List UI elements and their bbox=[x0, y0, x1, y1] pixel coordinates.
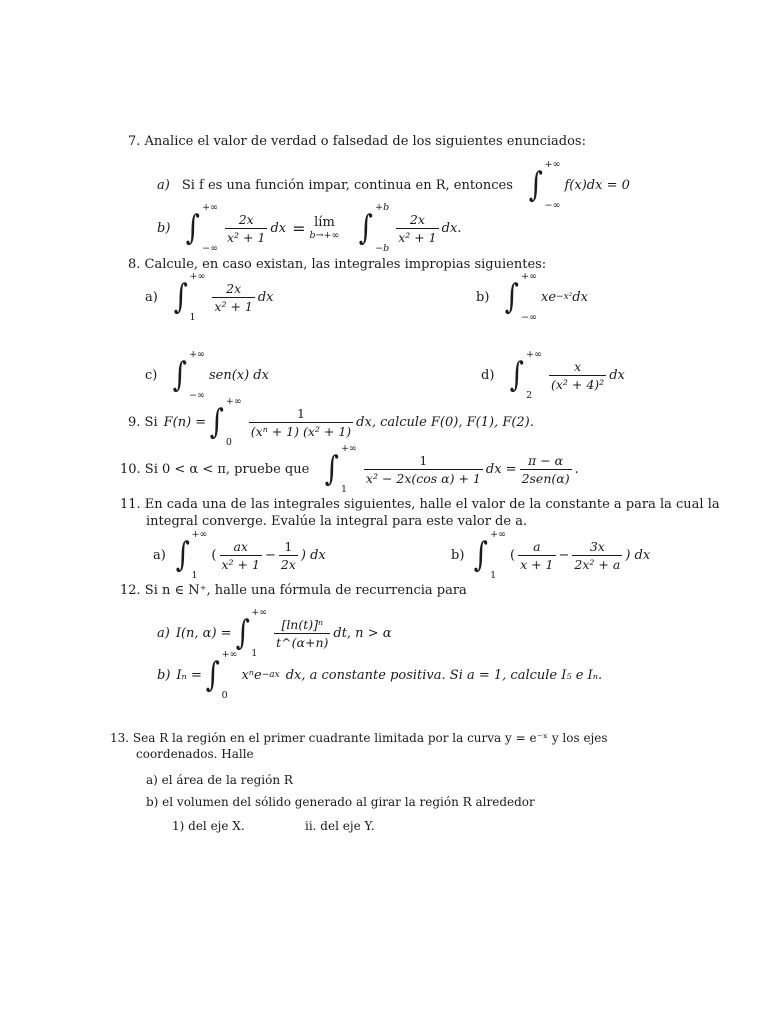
p12-heading: 12. Si n ∈ N⁺, halle una fórmula de recurrencia para bbox=[120, 583, 467, 598]
p12b-lhs: Iₙ = bbox=[176, 667, 202, 683]
fraction: $\frac{a}{x + 1}$ bbox=[520, 538, 554, 572]
integral-limits: +b −b bbox=[375, 202, 390, 254]
p7-heading: 7. Analice el valor de verdad o falsedad de los siguientes enunciados: bbox=[128, 134, 586, 149]
integral-sign: ∫ bbox=[474, 535, 489, 575]
paren-close: ) dx bbox=[300, 547, 326, 563]
p13b: b) el volumen del sólido generado al girar la región R alrededor bbox=[146, 795, 535, 809]
p13-c1: 1) del eje X. bbox=[172, 819, 245, 833]
fraction: $\frac{\text{[ln(t)]ⁿ}}{t\^{}(\alpha+n)}$ bbox=[276, 616, 329, 650]
p9-suffix: dx, calcule F(0), F(1), F(2). bbox=[356, 414, 534, 430]
p7a-label: a) bbox=[157, 177, 170, 193]
p13a: a) el área de la región R bbox=[146, 773, 293, 787]
p10-end: . bbox=[574, 461, 579, 477]
p8c-row bbox=[145, 350, 269, 400]
p12b-label: b) bbox=[157, 667, 171, 683]
minus: − bbox=[264, 547, 276, 563]
integral-sign: ∫ bbox=[528, 165, 543, 205]
integral-limits: +∞ −∞ bbox=[202, 202, 218, 254]
integral-limits: +∞ 0 bbox=[221, 649, 238, 701]
fraction: $\frac{2x}{\text{x² + 1}}$ bbox=[214, 280, 253, 314]
p12b-tail: dx, a constante positiva. Si a = 1, calcule I₅ e Iₙ. bbox=[285, 667, 603, 683]
p8c-integrand: sen(x) dx bbox=[208, 367, 269, 383]
dx: dx. bbox=[441, 220, 462, 236]
p10-mid: dx = bbox=[485, 461, 517, 477]
p11a-label: a) bbox=[153, 547, 166, 563]
p12b-row bbox=[157, 650, 602, 700]
integral-limits: +∞ −∞ bbox=[521, 271, 537, 323]
p8b-label: b) bbox=[476, 289, 490, 305]
integral-sign: ∫ bbox=[209, 402, 225, 442]
p8b-exponent: −x² bbox=[556, 292, 573, 302]
integral-sign: ∫ bbox=[173, 355, 188, 395]
p13-line1: 13. Sea R la región en el primer cuadrante limitada por la curva y = e⁻ˣ y los ejes bbox=[110, 731, 608, 745]
integral-sign: ∫ bbox=[359, 208, 374, 248]
paren-open: ( bbox=[510, 547, 516, 563]
limit: lím b→+∞ bbox=[309, 215, 340, 241]
p8a-label: a) bbox=[145, 289, 158, 305]
minus: − bbox=[558, 547, 570, 563]
integral-sign: ∫ bbox=[510, 355, 525, 395]
p11b-row bbox=[451, 530, 650, 580]
p7a-tail: f(x)dx = 0 bbox=[564, 177, 630, 193]
p8d-label: d) bbox=[481, 367, 495, 383]
p7b-label: b) bbox=[157, 220, 171, 236]
integral-limits: +∞ 1 bbox=[251, 607, 268, 659]
integral-sign: ∫ bbox=[235, 613, 250, 653]
dx: dx bbox=[609, 367, 625, 383]
p12a-tail: dt, n > α bbox=[333, 625, 392, 641]
p10-row bbox=[120, 444, 579, 494]
dx: dx bbox=[572, 289, 588, 305]
p8d-row bbox=[481, 350, 625, 400]
p12b-exponent: −ax bbox=[261, 670, 280, 680]
dx: dx bbox=[257, 289, 274, 305]
p12a-label: a) bbox=[157, 625, 170, 641]
p11a-row bbox=[153, 530, 326, 580]
dx: dx bbox=[270, 220, 287, 236]
paren-open: ( bbox=[211, 547, 217, 563]
paren-close: ) dx bbox=[625, 547, 651, 563]
p11-line2: integral converge. Evalúe la integral para este valor de a. bbox=[146, 514, 528, 529]
fraction: $\frac{\pi - \alpha}{\text{2sen(α)}}$ bbox=[521, 452, 570, 486]
fraction: $\frac{3x}{\text{2x² + a}}$ bbox=[574, 538, 621, 572]
p12b-integrand: xⁿe bbox=[241, 667, 262, 683]
integral-limits: +∞ 1 bbox=[341, 443, 357, 495]
fraction: $\frac{x}{\text{(x² + 4)²}}$ bbox=[551, 358, 605, 392]
p9-prefix: 9. Si bbox=[128, 414, 158, 430]
p8-heading: 8. Calcule, en caso existan, las integrales impropias siguientes: bbox=[128, 257, 547, 272]
p13-c2: ii. del eje Y. bbox=[305, 819, 375, 833]
equals: = bbox=[292, 218, 306, 238]
integral-limits: +∞ −∞ bbox=[189, 349, 205, 401]
integral-sign: ∫ bbox=[205, 655, 220, 695]
fraction: $\frac{1}{\text{(xⁿ + 1) (x² + 1)}}$ bbox=[250, 405, 352, 439]
p9-row bbox=[128, 397, 534, 447]
fraction: $\frac{ax}{\text{x² + 1}}$ bbox=[221, 538, 260, 572]
p8b-row bbox=[476, 272, 588, 322]
integral-sign: ∫ bbox=[325, 449, 340, 489]
p10-prefix: 10. Si 0 < α < π, pruebe que bbox=[120, 461, 310, 477]
integral-sign: ∫ bbox=[186, 208, 201, 248]
integral-limits: +∞ 1 bbox=[490, 529, 506, 581]
p9-lhs: F(n) = bbox=[163, 414, 207, 430]
p11-line1: 11. En cada una de las integrales siguientes, halle el valor de la constante a para la cual la bbox=[120, 497, 720, 512]
integral-limits: +∞ 0 bbox=[225, 396, 242, 448]
fraction: $\frac{1}{\text{x² − 2x(cos α) + 1}}$ bbox=[365, 452, 481, 486]
p7b-row bbox=[157, 203, 461, 253]
fraction: $\frac{2x}{\text{x² + 1}}$ bbox=[398, 211, 437, 245]
integral-sign: ∫ bbox=[505, 277, 520, 317]
p8a-row bbox=[145, 272, 274, 322]
p8b-integrand: xe bbox=[541, 289, 557, 305]
integral-sign: ∫ bbox=[173, 277, 188, 317]
fraction: $\frac{1}{2x}$ bbox=[280, 538, 296, 572]
integral-limits: +∞ 2 bbox=[526, 349, 542, 401]
p13-line2: coordenados. Halle bbox=[136, 747, 254, 761]
integral-limits: +∞ −∞ bbox=[544, 159, 561, 211]
fraction: $\frac{2x}{\text{x² + 1}}$ bbox=[227, 211, 266, 245]
p8c-label: c) bbox=[145, 367, 158, 383]
integral-sign: ∫ bbox=[175, 535, 190, 575]
p11b-label: b) bbox=[451, 547, 465, 563]
integral-limits: +∞ 1 bbox=[191, 529, 208, 581]
integral-limits: +∞ 1 bbox=[189, 271, 206, 323]
p7a-text: Si f es una función impar, continua en R, entonces bbox=[181, 177, 513, 193]
p12a-lhs: I(n, α) = bbox=[175, 625, 232, 641]
